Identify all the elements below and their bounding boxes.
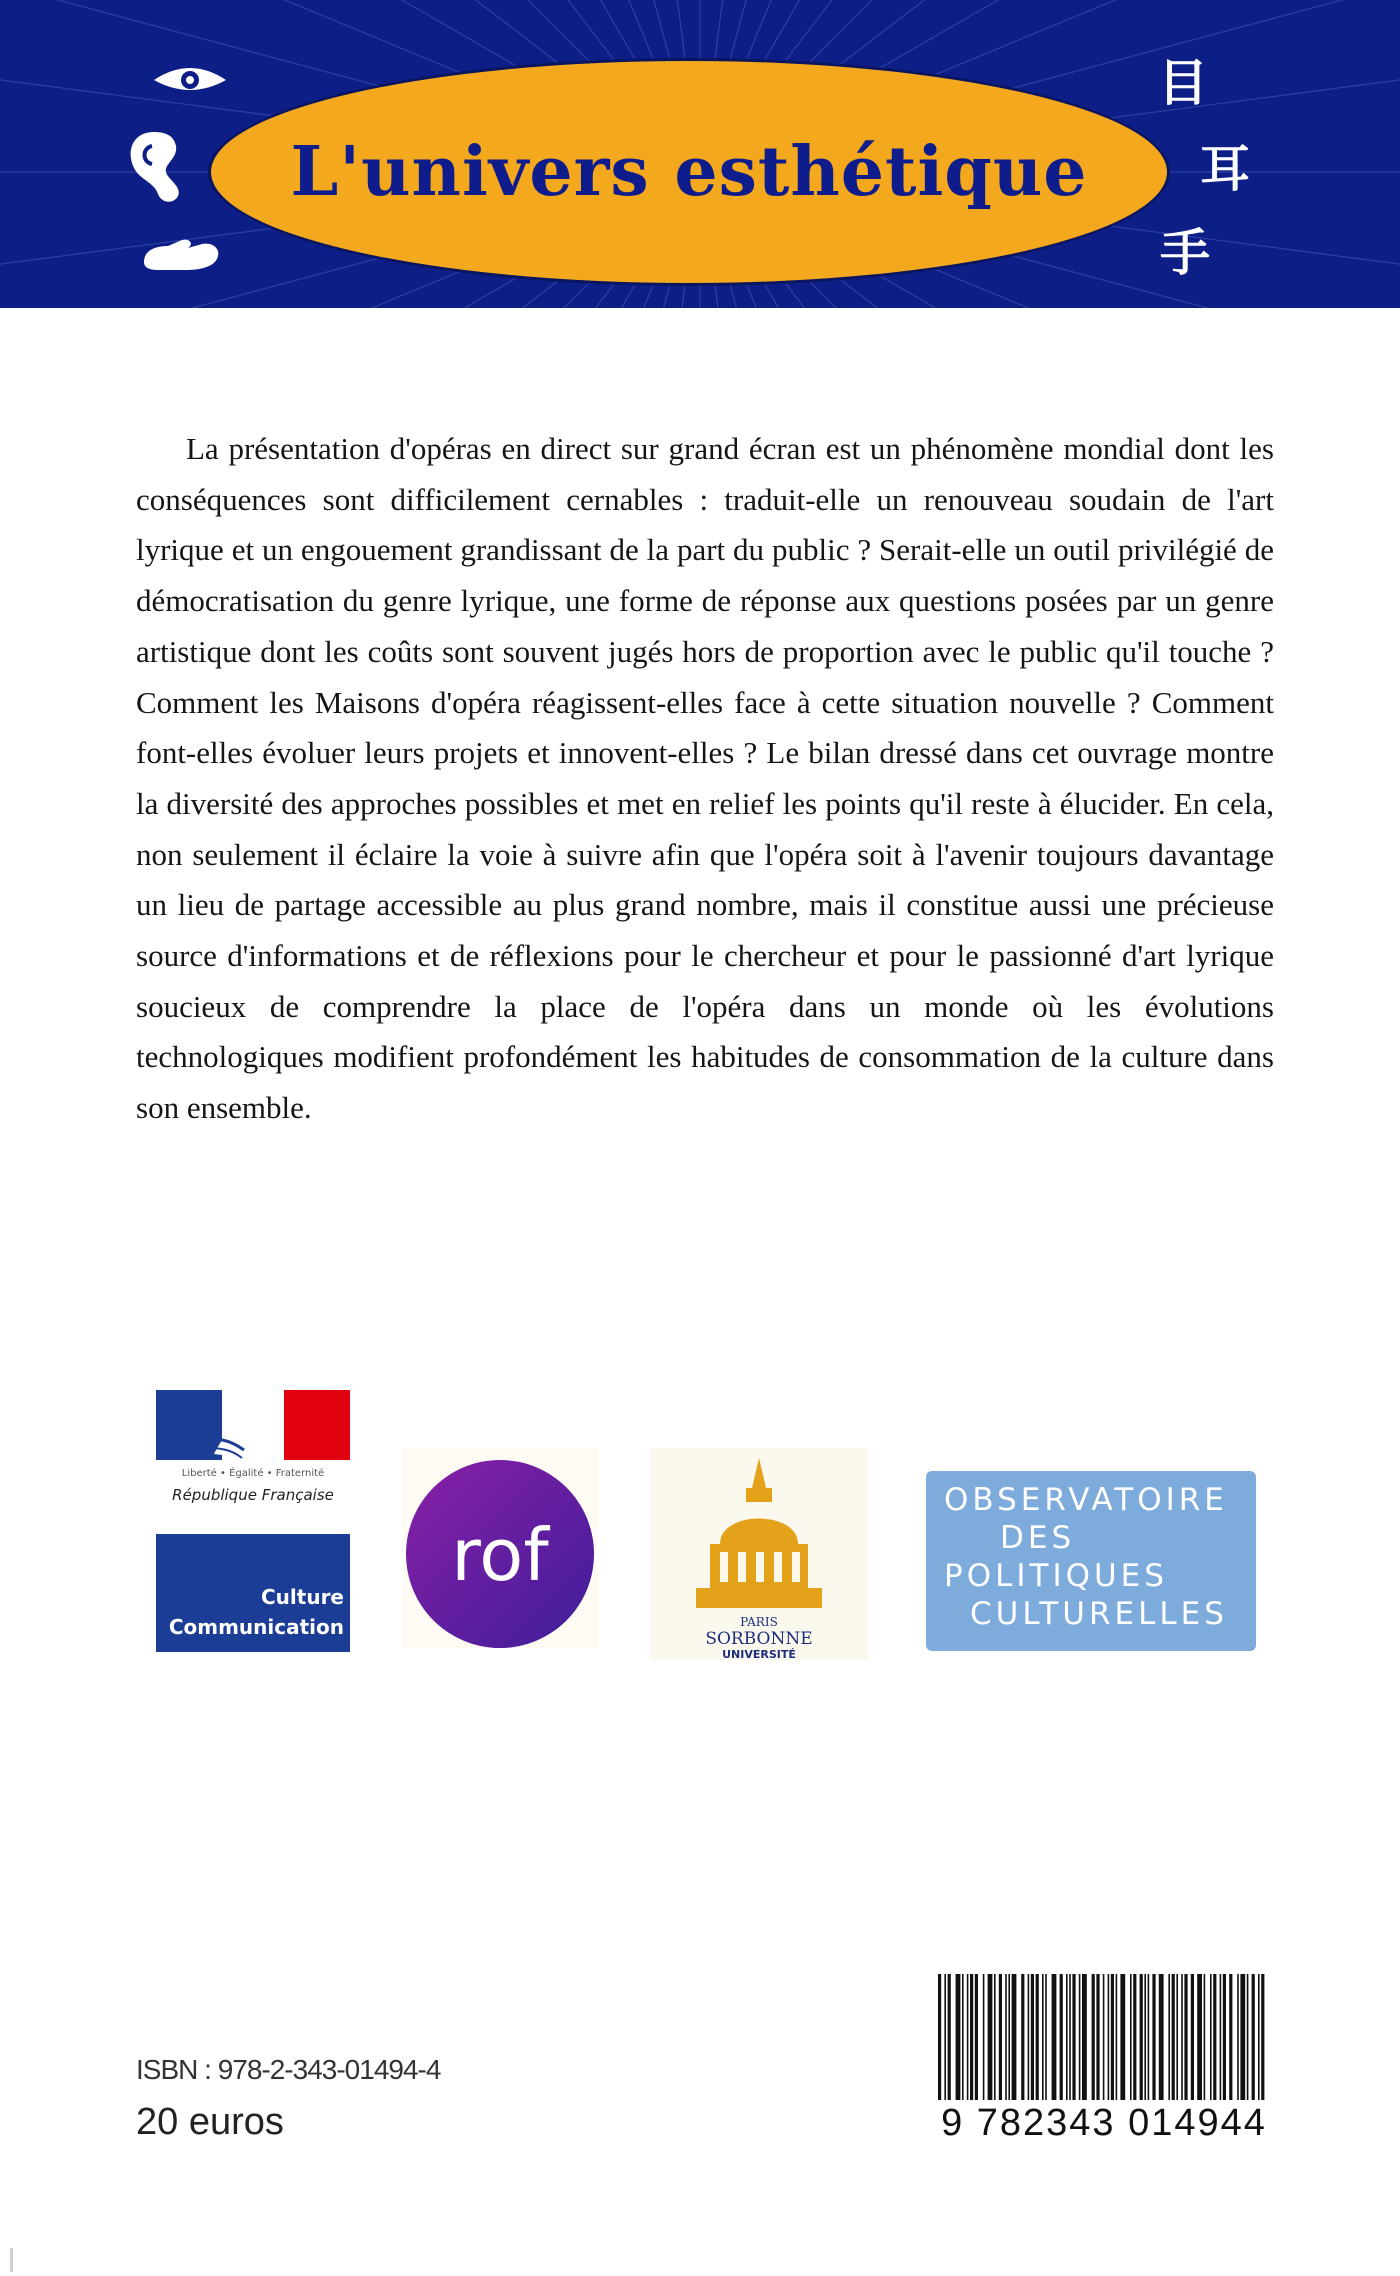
ear-character: 耳	[1200, 140, 1250, 198]
observatoire-logo	[926, 1471, 1256, 1651]
observatoire-line: OBSERVATOIRE	[944, 1482, 1228, 1518]
isbn-text: ISBN : 978-2-343-01494-4	[136, 2054, 441, 2085]
culture-text: Culture	[261, 1585, 344, 1609]
eye-icon	[150, 62, 230, 98]
motto-text: Liberté • Égalité • Fraternité	[181, 1468, 325, 1479]
sorbonne-logo	[650, 1448, 868, 1660]
page-edge-mark	[10, 2248, 13, 2272]
barcode-digits: 9 782343 014944	[932, 2100, 1276, 2146]
ear-icon	[124, 128, 184, 208]
hand-character: 手	[1160, 224, 1210, 282]
sorbonne-dome-icon	[696, 1458, 822, 1608]
observatoire-line: DES	[1000, 1520, 1076, 1556]
observatoire-line: POLITIQUES	[944, 1558, 1168, 1594]
observatoire-line: CULTURELLES	[970, 1596, 1228, 1632]
back-cover-blurb: La présentation d'opéras en direct sur grand écran est un phénomène mondial dont les conséquences sont difficilement cernables : traduit-elle un renouveau soudain de l'art lyrique et un engouement grandissant de la part du public ? Serait-elle un outil privilégié de démocratisation du genre lyrique, une forme de réponse aux questions posées par un genre artistique dont les coûts sont souvent jugés hors de proportion avec le public qu'il touche ? Comment les Maisons d'opéra réagissent-elles face à cette situation nouvelle ? Comment font-elles évoluer leurs projets et innovent-elles ? Le bilan dressé dans cet ouvrage montre la diversité des approches possibles et met en relief les points qu'il reste à élucider. En cela, non seulement il éclaire la voie à suivre afin que l'opéra soit à l'avenir toujours davantage un lieu de partage accessible au plus grand nombre, mais il constitue aussi une précieuse source d'informations et de réflexions pour le chercheur et pour le passionné d'art lyrique soucieux de comprendre la place de l'opéra dans un monde où les évolutions technologiques modifient profondément les habitudes de consommation de la culture dans son ensemble.	[136, 431, 1274, 1126]
ministere-culture-logo	[156, 1390, 350, 1652]
communication-text: Communication	[168, 1615, 344, 1639]
eye-character: 目	[1158, 54, 1208, 112]
sorbonne-paris-text: PARIS	[740, 1615, 778, 1629]
price-text: 20 euros	[136, 2101, 284, 2143]
rof-logo	[402, 1448, 598, 1648]
series-title: L'univers esthétique	[290, 132, 1088, 212]
republic-text: République Française	[172, 1486, 334, 1504]
rof-text: rof	[451, 1513, 549, 1597]
series-banner	[0, 0, 1400, 308]
sorbonne-universite-text: UNIVERSITÉ	[722, 1648, 796, 1660]
hand-icon	[142, 236, 222, 276]
marianne-emblem	[156, 1390, 350, 1652]
sorbonne-name-text: SORBONNE	[705, 1629, 813, 1649]
